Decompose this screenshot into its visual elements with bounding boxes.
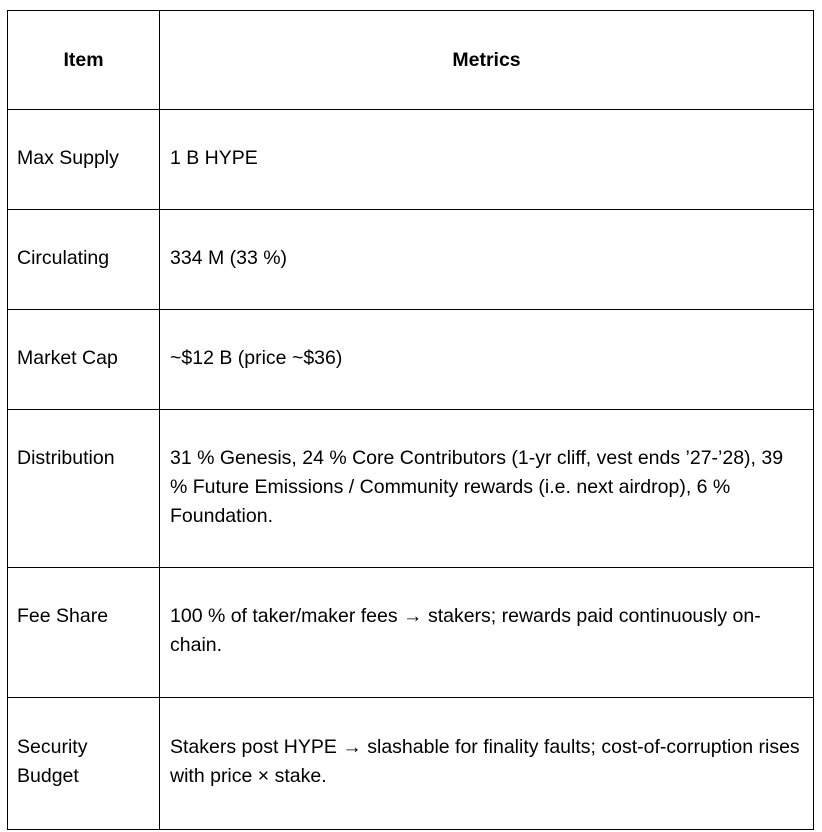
row-metrics-value: Stakers post HYPE → slashable for finality faults; cost-of-corruption rises with price × stake. (160, 698, 814, 830)
row-metrics-value: 1 B HYPE (160, 110, 814, 210)
row-item-label: Fee Share (8, 568, 160, 698)
metrics-table (7, 10, 814, 830)
table-row (8, 698, 814, 830)
header-metrics: Metrics (160, 11, 814, 110)
table-row (8, 210, 814, 310)
row-item-label: Distribution (8, 410, 160, 568)
row-item-label: Max Supply (8, 110, 160, 210)
header-item: Item (8, 11, 160, 110)
row-item-label: Market Cap (8, 310, 160, 410)
row-metrics-value: 100 % of taker/maker fees → stakers; rewards paid continuously on-chain. (160, 568, 814, 698)
row-metrics-value: ~$12 B (price ~$36) (160, 310, 814, 410)
row-metrics-value: 334 M (33 %) (160, 210, 814, 310)
table-row (8, 410, 814, 568)
table-header-row (8, 11, 814, 110)
table-row (8, 310, 814, 410)
row-item-label: Security Budget (8, 698, 160, 830)
row-metrics-value: 31 % Genesis, 24 % Core Contributors (1-yr cliff, vest ends ’27-’28), 39 % Future Emissions / Community rewards (i.e. next airdrop), 6 % Foundation. (160, 410, 814, 568)
row-item-label: Circulating (8, 210, 160, 310)
table-row (8, 568, 814, 698)
table-row (8, 110, 814, 210)
